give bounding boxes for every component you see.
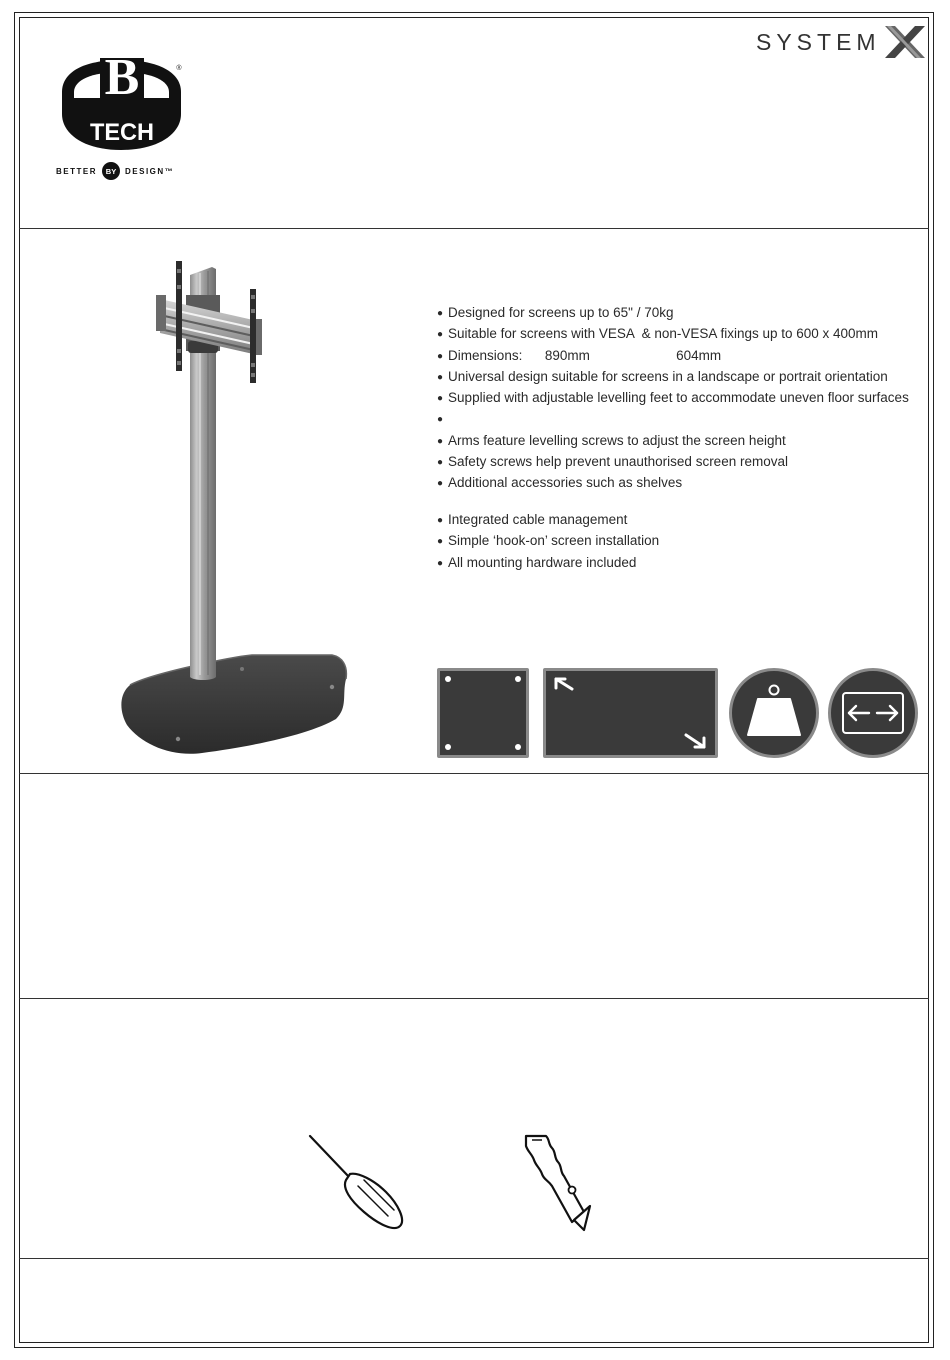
tagline-right: DESIGN™ (125, 166, 175, 176)
vesa-square-icon (437, 668, 529, 758)
list-item: ● Universal design suitable for screens in a landscape or portrait orientation (437, 366, 927, 387)
divider-product (19, 773, 929, 774)
divider-header (19, 228, 929, 229)
divider-section-3 (19, 998, 929, 999)
width-adjust-icon (828, 668, 918, 758)
divider-tools (19, 1258, 929, 1259)
system-x-brand (756, 22, 927, 62)
list-item: ● Arms feature levelling screws to adjust the screen height (437, 430, 927, 451)
list-item: ● Suitable for screens with VESA & non-VESA fixings up to 600 x 400mm (437, 323, 927, 344)
brand-word: SYSTEM (756, 28, 881, 55)
list-item: ● Simple ‘hook-on’ screen installation (437, 530, 927, 551)
list-item (437, 408, 927, 429)
list-item: ● All mounting hardware included (437, 552, 927, 573)
screwdriver-icon (302, 1130, 412, 1236)
logo-registered: ® (176, 65, 182, 72)
feature-list (437, 302, 927, 494)
feature-list-2 (437, 509, 927, 573)
utility-knife-icon (518, 1130, 608, 1236)
tagline-left: BETTER (56, 166, 97, 176)
tagline-by: BY (102, 162, 120, 180)
screen-size-icon (543, 668, 718, 758)
logo-word: TECH (90, 119, 154, 146)
list-item: ● Integrated cable management (437, 509, 927, 530)
weight-icon (729, 668, 819, 758)
list-item: ● Designed for screens up to 65" / 70kg (437, 302, 927, 323)
list-item: ● Dimensions: 890mm 604mm (437, 345, 927, 366)
logo-letter: B (104, 52, 140, 106)
list-item: ● Supplied with adjustable levelling feet to accommodate uneven floor surfaces (437, 387, 927, 408)
brand-x-mark (883, 24, 927, 60)
logo-tagline (56, 162, 174, 180)
list-item: ● Safety screws help prevent unauthorised screen removal (437, 451, 927, 472)
floor-stand-image (112, 255, 357, 760)
list-item: ● Additional accessories such as shelves (437, 472, 927, 493)
